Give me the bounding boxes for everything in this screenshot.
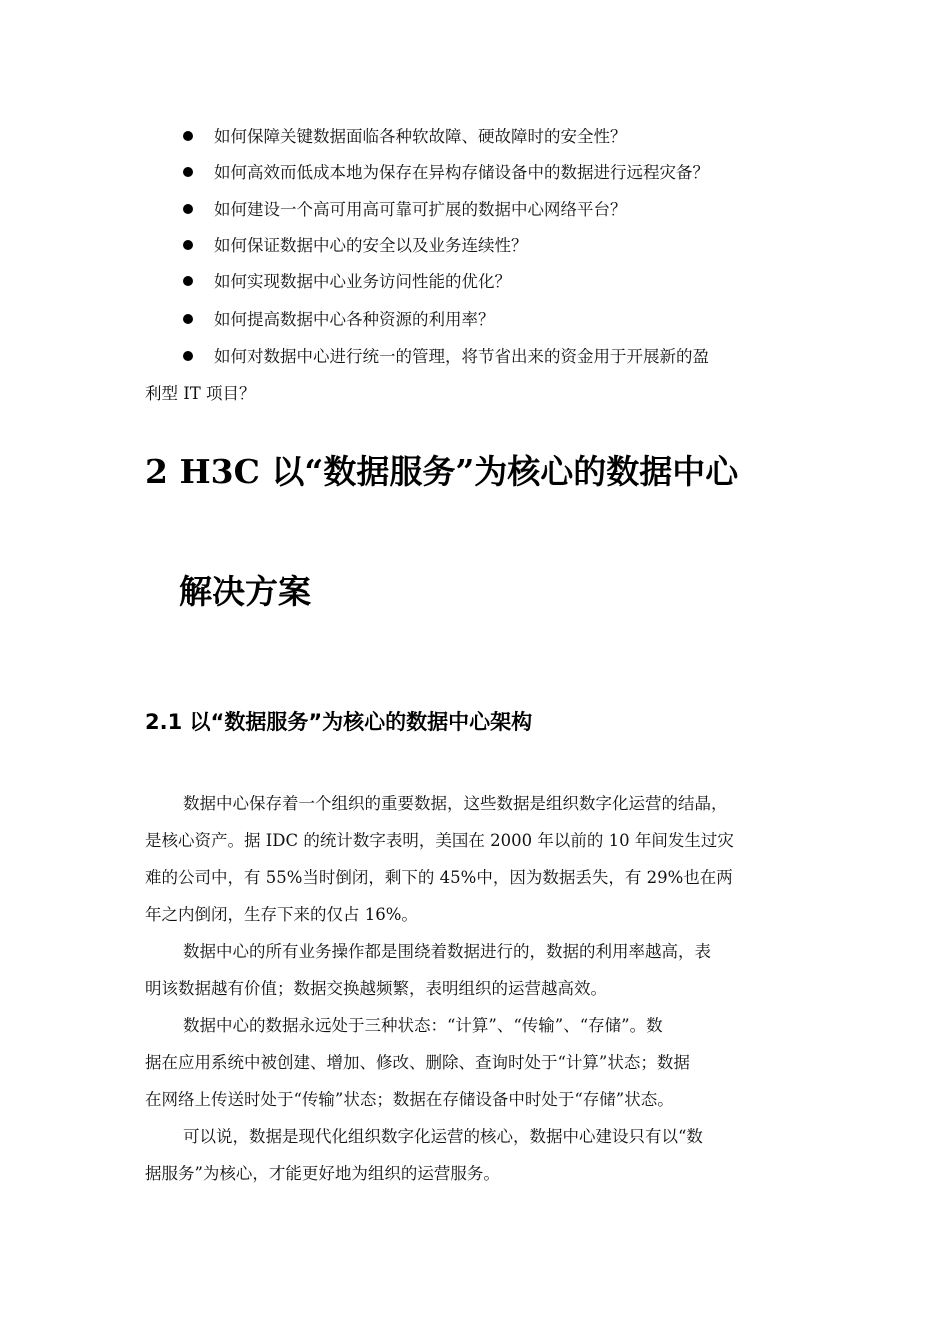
bullet-text: 如何对数据中心进行统一的管理，将节省出来的资金用于开展新的盈 (214, 347, 709, 366)
paragraph-line: 数据中心的数据永远处于三种状态：“计算”、“传输”、“存储”。数 (183, 1016, 663, 1035)
bullet-item (183, 127, 627, 147)
bullet-text: 如何提高数据中心各种资源的利用率？ (214, 310, 495, 329)
bullet-text: 如何实现数据中心业务访问性能的优化？ (214, 272, 511, 291)
paragraph-line: 数据中心保存着一个组织的重要数据，这些数据是组织数字化运营的结晶， (183, 794, 728, 813)
bullet-dot-icon (183, 351, 193, 361)
paragraph-line: 难的公司中，有 55%当时倒闭，剩下的 45%中，因为数据丢失，有 29%也在两 (145, 868, 733, 887)
bullet-item (183, 310, 495, 330)
paragraph-line: 据在应用系统中被创建、增加、修改、删除、查询时处于“计算”状态；数据 (145, 1053, 690, 1072)
paragraph-line: 在网络上传送时处于“传输”状态；数据在存储设备中时处于“存储”状态。 (145, 1090, 674, 1109)
section-heading-line-1: 2 H3C 以“数据服务”为核心的数据中心 (145, 452, 739, 491)
subsection-heading: 2.1 以“数据服务”为核心的数据中心架构 (145, 710, 533, 734)
bullet-text: 如何保障关键数据面临各种软故障、硬故障时的安全性？ (214, 127, 627, 146)
paragraph-line: 数据中心的所有业务操作都是围绕着数据进行的，数据的利用率越高，表 (183, 942, 711, 961)
bullet-item (183, 272, 511, 292)
bullet-dot-icon (183, 240, 193, 250)
paragraph-line: 据服务”为核心，才能更好地为组织的运营服务。 (145, 1164, 500, 1183)
paragraph-line: 年之内倒闭，生存下来的仅占 16%。 (145, 905, 418, 924)
bullet-dot-icon (183, 204, 193, 214)
bullet-text: 如何高效而低成本地为保存在异构存储设备中的数据进行远程灾备？ (214, 163, 709, 182)
bullet-text: 如何保证数据中心的安全以及业务连续性？ (214, 236, 528, 255)
paragraph-line: 可以说，数据是现代化组织数字化运营的核心，数据中心建设只有以“数 (183, 1127, 703, 1146)
bullet-dot-icon (183, 276, 193, 286)
bullet-item (183, 347, 709, 367)
bullet-text: 如何建设一个高可用高可靠可扩展的数据中心网络平台？ (214, 200, 627, 219)
bullet-continuation: 利型 IT 项目？ (145, 384, 256, 403)
bullet-dot-icon (183, 314, 193, 324)
bullet-item (183, 200, 627, 220)
bullet-item (183, 236, 528, 256)
bullet-dot-icon (183, 167, 193, 177)
bullet-item (183, 163, 709, 183)
paragraph-line: 明该数据越有价值；数据交换越频繁，表明组织的运营越高效。 (145, 979, 607, 998)
bullet-dot-icon (183, 131, 193, 141)
paragraph-line: 是核心资产。据 IDC 的统计数字表明，美国在 2000 年以前的 10 年间发生过灾 (145, 831, 734, 850)
section-heading-line-2: 解决方案 (179, 572, 311, 611)
